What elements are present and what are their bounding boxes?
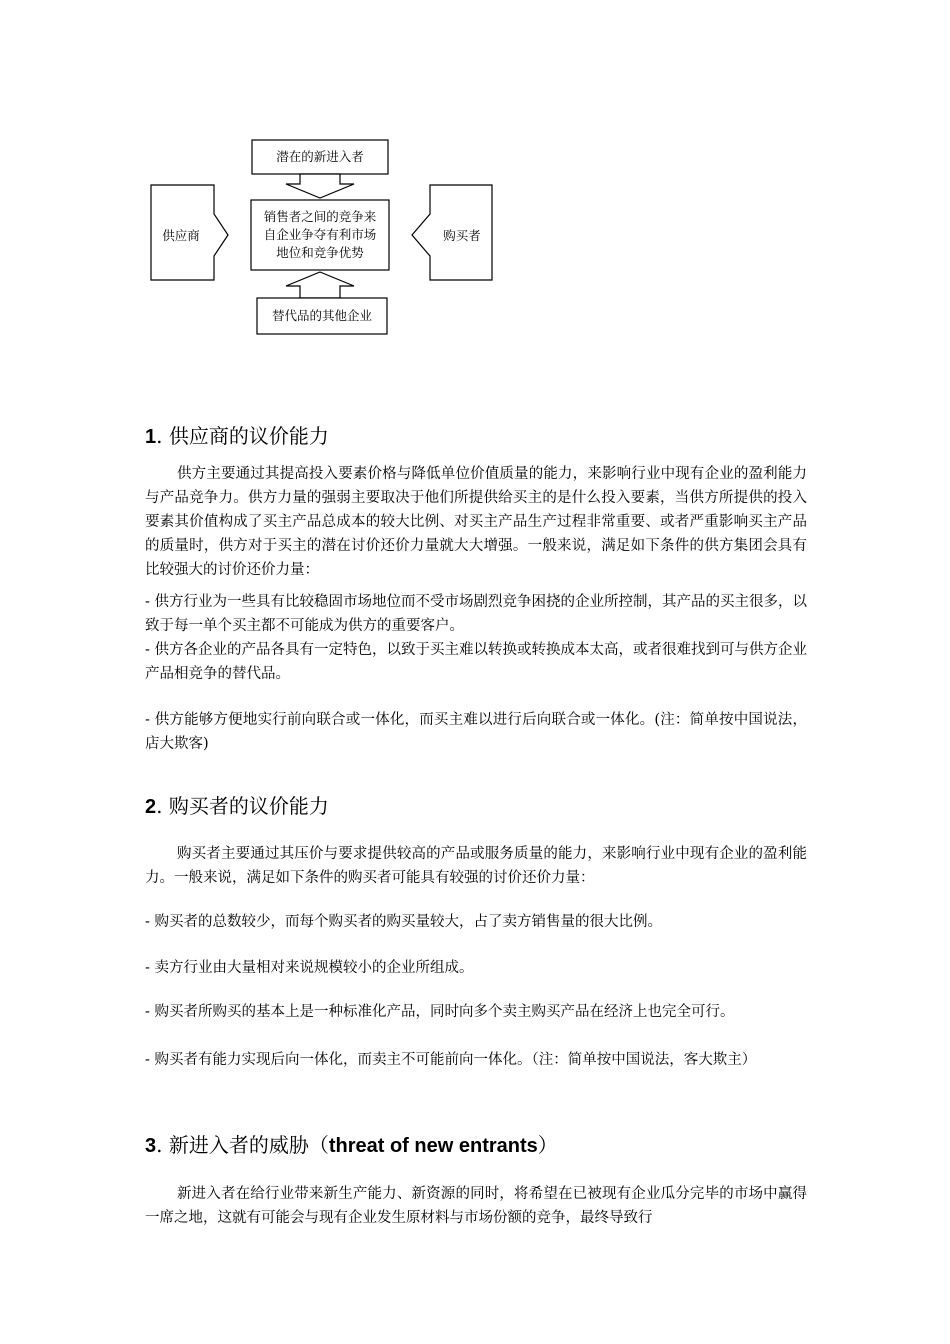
competition-label-line-3: 地位和竞争优势 (276, 245, 364, 260)
section-1-paragraph-3: - 供方各企业的产品各具有一定特色，以致于买主难以转换或转换成本太高，或者很难找到可与供方企业产品相竞争的替代品。 (145, 642, 808, 682)
up-arrow-icon (286, 272, 354, 298)
competition-label-line-1: 销售者之间的竞争来 (263, 209, 377, 224)
competition-label-line-2: 自企业争夺有利市场 (263, 227, 377, 242)
section-2-heading: 2. 购买者的议价能力 (145, 794, 329, 818)
section-2-paragraph-4: - 购买者所购买的基本上是一种标准化产品，同时向多个卖主购买产品在经济上也完全可行。 (145, 1004, 735, 1020)
section-3-paragraph-1: 新进入者在给行业带来新生产能力、新资源的同时，将希望在已被现有企业瓜分完毕的市场中赢得一席之地，这就有可能会与现有企业发生原材料与市场份额的竞争，最终导致行 (145, 1186, 807, 1226)
down-arrow-icon (286, 174, 354, 198)
section-2-title: 购买者的议价能力 (168, 794, 329, 818)
five-forces-diagram (0, 0, 950, 360)
section-2-paragraph-2: - 购买者的总数较少，而每个购买者的购买量较大，占了卖方销售量的很大比例。 (145, 914, 663, 930)
section-3-title-end: ） (537, 1133, 558, 1157)
section-3-title: 新进入者的威胁（ (168, 1133, 329, 1157)
section-2-paragraph-1: 购买者主要通过其压价与要求提供较高的产品或服务质量的能力，来影响行业中现有企业的盈利能力。一般来说，满足如下条件的购买者可能具有较强的讨价还价力量： (145, 846, 807, 886)
section-1-number: 1 (145, 426, 157, 448)
section-1-paragraph-4: - 供方能够方便地实行前向联合或一体化，而买主难以进行后向联合或一体化。(注：简单按中国说法，店大欺客) (145, 712, 807, 752)
diagram-shapes (0, 0, 950, 360)
section-1-paragraph-2: - 供方行业为一些具有比较稳固市场地位而不受市场剧烈竞争困挠的企业所控制，其产品的买主很多，以致于每一单个买主都不可能成为供方的重要客户。 (145, 594, 808, 634)
section-1-heading: 1. 供应商的议价能力 (145, 424, 329, 448)
supplier-label: 供应商 (162, 228, 200, 243)
section-1-paragraph-1: 供方主要通过其提高投入要素价格与降低单位价值质量的能力，来影响行业中现有企业的盈利能力与产品竞争力。供方力量的强弱主要取决于他们所提供给买主的是什么投入要素，当供方所提供的投入要素其价值构成了买主产品总成本的较大比例、对买主产品生产过程非常重要、或者严重影响买主产品的质量时，供方对于买主的潜在讨价还价力量就大大增强。一般来说，满足如下条件的供方集团会具有比较强大的讨价还价力量： (145, 466, 807, 578)
section-1-title: 供应商的议价能力 (168, 424, 329, 448)
section-2-number: 2 (145, 796, 157, 818)
section-2-paragraph-5: - 购买者有能力实现后向一体化，而卖主不可能前向一体化。（注：简单按中国说法，客大欺主） (145, 1052, 757, 1068)
substitutes-label: 替代品的其他企业 (271, 308, 372, 323)
new-entrants-label: 潜在的新进入者 (276, 149, 364, 164)
section-3-heading: 3. 新进入者的威胁（threat of new entrants） (145, 1133, 558, 1157)
section-3-title-en: threat of new entrants (328, 1135, 538, 1157)
section-2-paragraph-3: - 卖方行业由大量相对来说规模较小的企业所组成。 (145, 960, 474, 976)
section-3-number: 3 (145, 1135, 157, 1157)
buyer-label: 购买者 (443, 228, 481, 243)
